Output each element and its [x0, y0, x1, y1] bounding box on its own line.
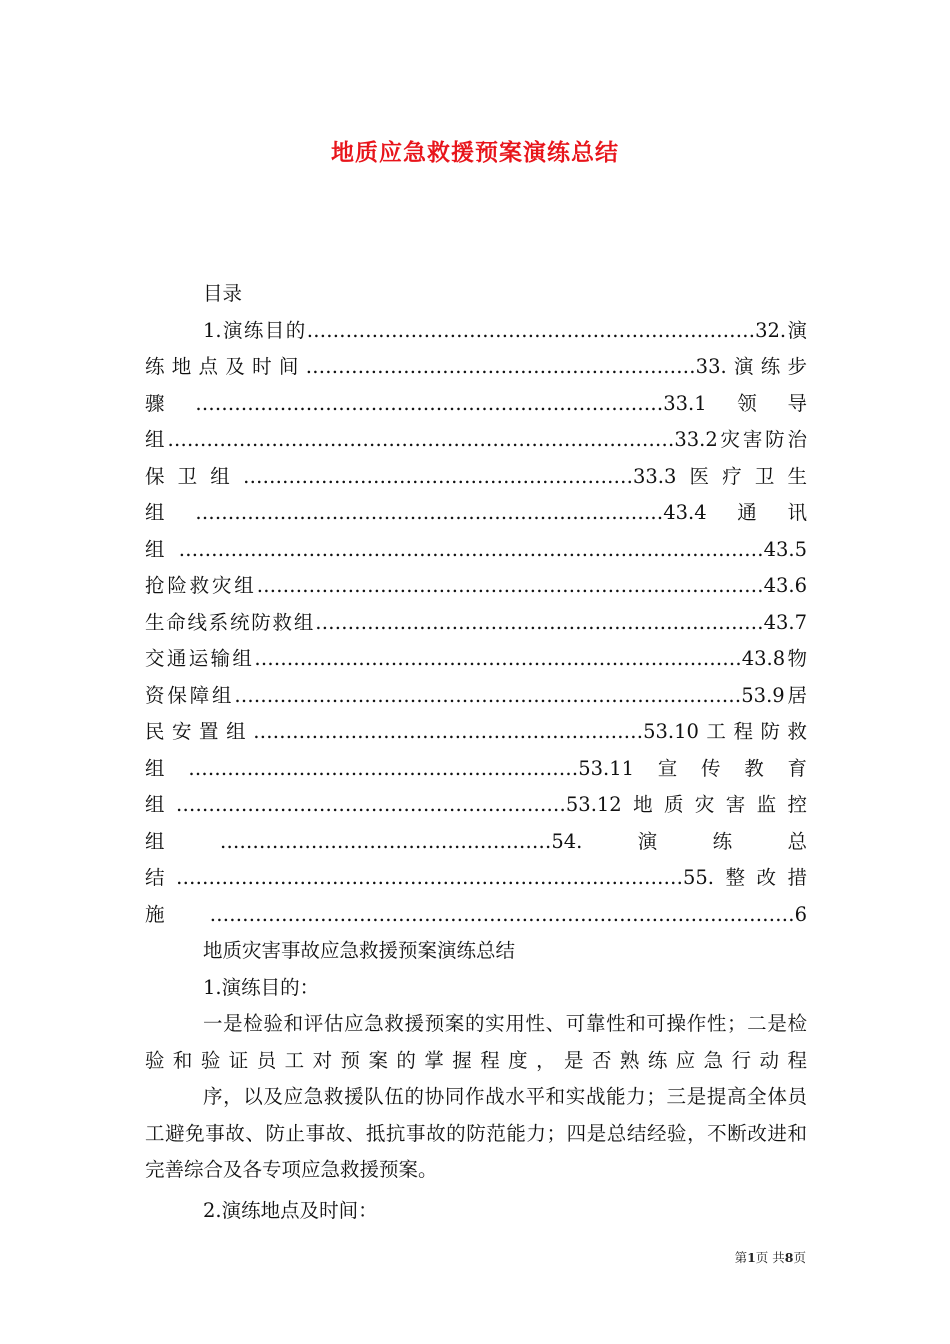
- footer-page-number: 1: [747, 1250, 756, 1265]
- section-1-paragraph-1: 一是检验和评估应急救援预案的实用性、可靠性和可操作性；二是检验和验证员工对预案的掌握程度，是否熟练应急行动程: [145, 1012, 807, 1072]
- section-1-heading: 1.演练目的：: [203, 975, 320, 999]
- section-1-paragraph-2: 序，以及应急救援队伍的协同作战水平和实战能力；三是提高全体员工避免事故、防止事故、抵抗事故的防范能力；四是总结经验，不断改进和完善综合及各专项应急救援预案。: [145, 1085, 807, 1181]
- document-subtitle: 地质灾害事故应急救援预案演练总结: [203, 939, 516, 962]
- footer-prefix: 第: [734, 1250, 748, 1265]
- toc-heading: 目录: [203, 282, 243, 305]
- document-body: [145, 276, 807, 1229]
- footer-total-pages: 8: [784, 1250, 794, 1265]
- table-of-contents: 1.演练目的……………………………………………………………32.演练地点及时间……………………………………………………33.演练步骤………………………………………………………………33.1领导组……………………………………………………………………33.2灾害防治保卫组……………………………………………………33.3医疗卫生组………………………………………………………………43.4通讯组………………………………………………………………………………43.5抢险救灾组……………………………………………………………………43.6生命线系统防救组……………………………………………………………43.7交通运输组…………………………………………………………………43.8物资保障组……………………………………………………………………53.9居民安置组……………………………………………………53.10工程防救组……………………………………………………53.11宣传教育组……………………………………………………53.12地质灾害监控组……………………………………………54.演练总结……………………………………………………………………55.整改措施………………………………………………………………………………6: [145, 318, 807, 926]
- section-2-heading: 2.演练地点及时间：: [203, 1198, 378, 1222]
- page-footer: [0, 1248, 806, 1266]
- footer-middle: 页 共: [755, 1250, 785, 1265]
- document-title: 地质应急救援预案演练总结: [331, 139, 619, 166]
- footer-suffix: 页: [793, 1250, 806, 1265]
